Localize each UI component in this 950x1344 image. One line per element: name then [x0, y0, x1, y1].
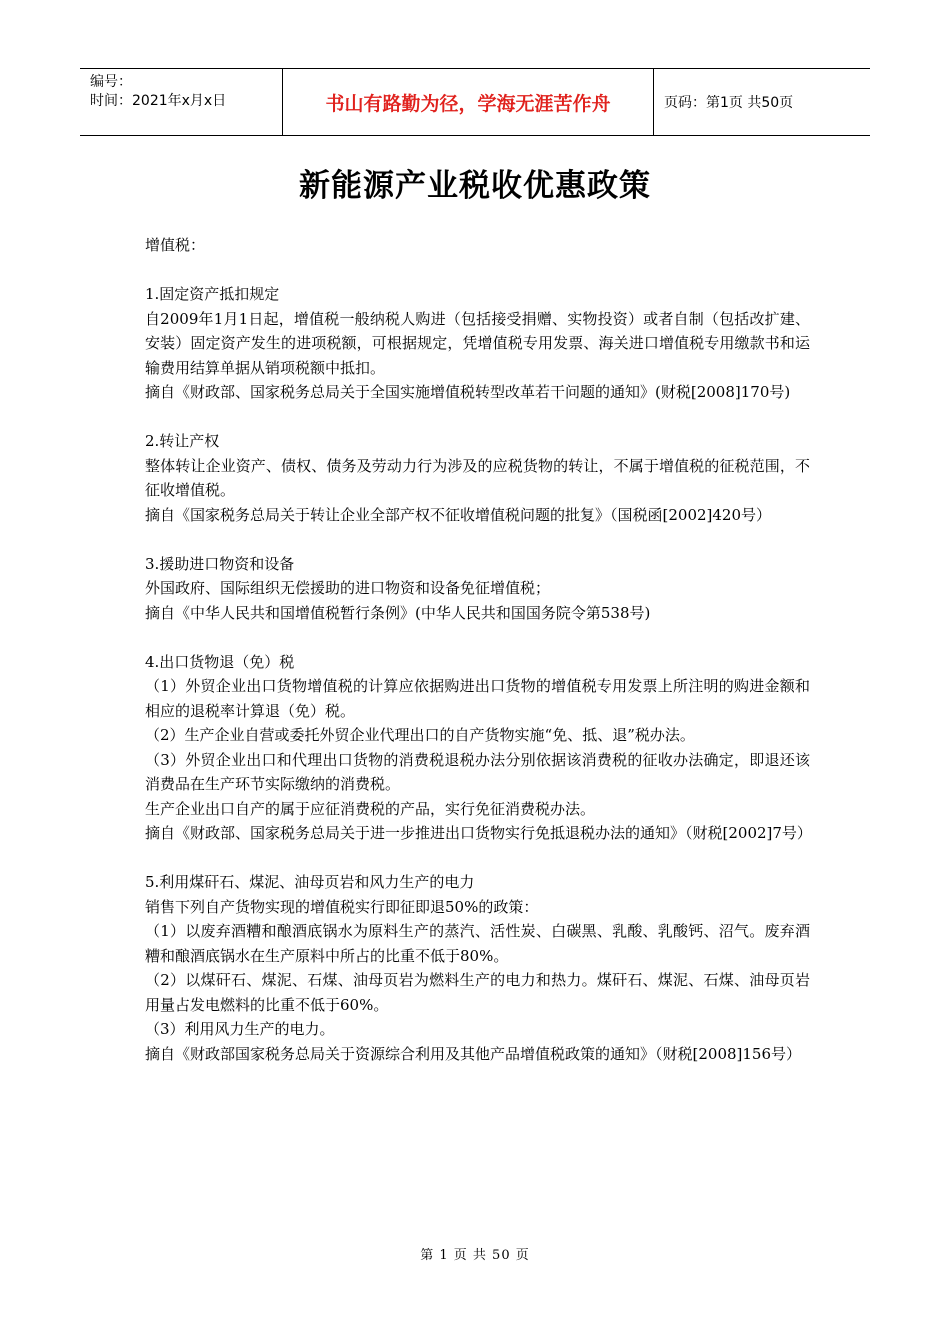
- body-paragraph: 3.援助进口物资和设备: [145, 554, 295, 573]
- header-page-info: 页码：第1页 共50页: [664, 95, 794, 111]
- paragraph-spacer: [145, 527, 810, 552]
- header-meta: [80, 69, 282, 135]
- document-body: [145, 233, 810, 1066]
- body-paragraph: 摘自《财政部国家税务总局关于资源综合利用及其他产品增值税政策的通知》（财税[2008]156号）: [145, 1044, 802, 1063]
- header-motto: 书山有路勤为径，学海无涯苦作舟: [282, 69, 654, 135]
- document-number-label: 编号：: [90, 74, 132, 90]
- paragraph-spacer: [145, 625, 810, 650]
- body-paragraph: 4.出口货物退（免）税: [145, 652, 295, 671]
- body-paragraph: （1）外贸企业出口货物增值税的计算应依据购进出口货物的增值税专用发票上所注明的购进金额和相应的退税率计算退（免）税。: [145, 677, 810, 720]
- body-paragraph: （1）以废弃酒糟和酿酒底锅水为原料生产的蒸汽、活性炭、白碳黑、乳酸、乳酸钙、沼气。废弃酒糟和酿酒底锅水在生产原料中所占的比重不低于80%。: [145, 922, 810, 965]
- body-paragraph: 摘自《财政部、国家税务总局关于进一步推进出口货物实行免抵退税办法的通知》（财税[2002]7号）: [145, 824, 812, 842]
- paragraph-spacer: [145, 405, 810, 430]
- body-paragraph: 摘自《中华人民共和国增值税暂行条例》(中华人民共和国国务院令第538号): [145, 603, 651, 622]
- body-paragraph: 5.利用煤矸石、煤泥、油母页岩和风力生产的电力: [145, 873, 475, 891]
- document-date: 时间：2021年x月x日: [90, 93, 227, 109]
- body-paragraph: 生产企业出口自产的属于应征消费税的产品，实行免征消费税办法。: [145, 799, 596, 818]
- document-title: 新能源产业税收优惠政策: [299, 168, 651, 204]
- paragraph-spacer: [145, 258, 810, 283]
- paragraph-spacer: [145, 846, 810, 871]
- body-paragraph: 增值税：: [145, 236, 206, 254]
- body-paragraph: 1.固定资产抵扣规定: [145, 285, 280, 303]
- page-footer: 第 1 页 共 50 页: [420, 1248, 530, 1263]
- body-paragraph: 外国政府、国际组织无偿援助的进口物资和设备免征增值税；: [145, 579, 551, 597]
- body-paragraph: 整体转让企业资产、债权、债务及劳动力行为涉及的应税货物的转让，不属于增值税的征税范围，不征收增值税。: [145, 456, 810, 499]
- body-paragraph: 销售下列自产货物实现的增值税实行即征即退50%的政策：: [145, 897, 539, 916]
- body-paragraph: 2.转让产权: [145, 432, 220, 450]
- body-paragraph: （2）生产企业自营或委托外贸企业代理出口的自产货物实施“免、抵、退”税办法。: [145, 726, 695, 744]
- body-paragraph: 摘自《国家税务总局关于转让企业全部产权不征收增值税问题的批复》（国税函[2002]420号）: [145, 505, 772, 524]
- body-paragraph: 摘自《财政部、国家税务总局关于全国实施增值税转型改革若干问题的通知》(财税[2008]170号): [145, 383, 791, 401]
- body-paragraph: （2）以煤矸石、煤泥、石煤、油母页岩为燃料生产的电力和热力。煤矸石、煤泥、石煤、油母页岩用量占发电燃料的比重不低于60%。: [145, 971, 810, 1014]
- body-paragraph: （3）外贸企业出口和代理出口货物的消费税退税办法分别依据该消费税的征收办法确定，即退还该消费品在生产环节实际缴纳的消费税。: [145, 750, 810, 793]
- page-header: [80, 68, 870, 136]
- body-paragraph: （3）利用风力生产的电力。: [145, 1020, 335, 1038]
- body-paragraph: 自2009年1月1日起，增值税一般纳税人购进（包括接受捐赠、实物投资）或者自制（包括改扩建、安装）固定资产发生的进项税额，可根据规定，凭增值税专用发票、海关进口增值税专用缴款书和运输费用结算单据从销项税额中抵扣。: [145, 309, 810, 377]
